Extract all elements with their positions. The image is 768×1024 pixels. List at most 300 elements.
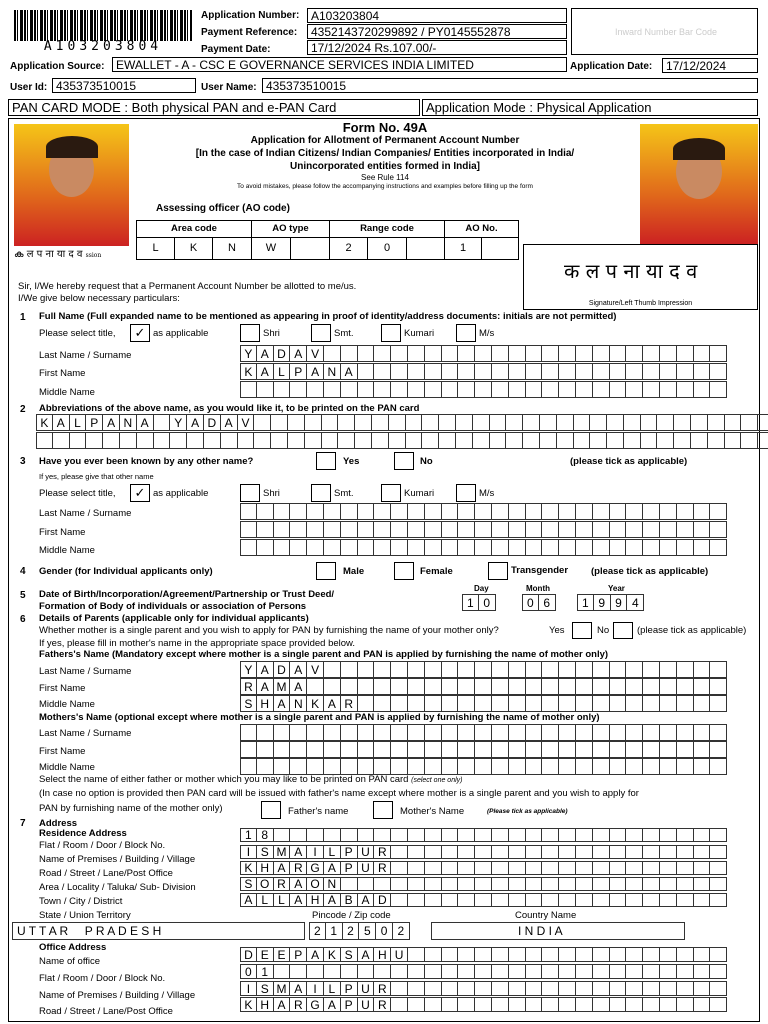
s3-shri-checkbox[interactable] xyxy=(240,484,260,502)
char-cell xyxy=(374,964,391,979)
s7-title: Address xyxy=(39,818,78,829)
char-cell xyxy=(710,861,727,875)
s1-select: Please select title, xyxy=(39,328,116,339)
char-cell xyxy=(254,414,271,431)
s1-smt-checkbox[interactable] xyxy=(311,324,331,342)
s6-yes: Yes xyxy=(549,625,565,636)
char-cell xyxy=(593,893,610,907)
s4-trans-checkbox[interactable] xyxy=(488,562,508,580)
char-cell xyxy=(240,521,257,538)
char-cell xyxy=(408,363,425,380)
char-cell xyxy=(257,724,274,741)
char-cell xyxy=(425,521,442,538)
s6-select xyxy=(39,774,462,785)
char-cell xyxy=(694,381,711,398)
ao-header-no: AO No. xyxy=(465,223,498,234)
char-cell xyxy=(475,539,492,556)
char-cell: 6 xyxy=(539,594,556,611)
s1-kumari-checkbox[interactable] xyxy=(381,324,401,342)
char-cell xyxy=(509,845,526,859)
char-cell xyxy=(271,432,288,449)
char-cell: K xyxy=(307,695,324,712)
char-cell xyxy=(391,877,408,891)
char-cell xyxy=(305,432,322,449)
s3-yes-checkbox[interactable] xyxy=(316,452,336,470)
char-cell: V xyxy=(307,345,324,362)
char-cell xyxy=(710,877,727,891)
char-cell xyxy=(324,539,341,556)
char-cell xyxy=(358,741,375,758)
char-cell xyxy=(257,381,274,398)
char-cell: 1 xyxy=(462,594,479,611)
char-cell xyxy=(610,758,627,775)
char-cell xyxy=(425,877,442,891)
char-cell xyxy=(324,758,341,775)
s3-title-check[interactable] xyxy=(130,484,150,502)
char-cell: A xyxy=(221,414,238,431)
char-cell xyxy=(576,695,593,712)
char-cell xyxy=(626,845,643,859)
char-cell xyxy=(610,893,627,907)
char-cell xyxy=(542,861,559,875)
char-cell xyxy=(610,345,627,362)
char-cell xyxy=(389,414,406,431)
char-cell xyxy=(374,828,391,842)
char-cell: O xyxy=(307,877,324,891)
char-cell xyxy=(526,381,543,398)
char-cell xyxy=(391,521,408,538)
char-cell xyxy=(408,981,425,996)
char-cell xyxy=(391,845,408,859)
char-cell xyxy=(542,539,559,556)
char-cell xyxy=(442,981,459,996)
char-cell xyxy=(458,964,475,979)
char-cell xyxy=(374,678,391,695)
char-cell xyxy=(274,758,291,775)
char-cell xyxy=(710,758,727,775)
char-cell: A xyxy=(324,893,341,907)
char-cell xyxy=(490,432,507,449)
char-cell xyxy=(408,877,425,891)
char-cell xyxy=(677,503,694,520)
char-cell xyxy=(408,828,425,842)
s3-ms-checkbox[interactable] xyxy=(456,484,476,502)
char-cell xyxy=(492,828,509,842)
char-cell xyxy=(442,741,459,758)
char-cell xyxy=(660,724,677,741)
char-cell xyxy=(559,381,576,398)
char-cell: Y xyxy=(240,661,257,678)
char-cell xyxy=(559,828,576,842)
char-cell xyxy=(425,964,442,979)
char-cell: 9 xyxy=(611,594,628,611)
s6-m-first-label: First Name xyxy=(39,746,86,757)
char-cell xyxy=(710,678,727,695)
char-cell xyxy=(458,724,475,741)
char-cell xyxy=(492,947,509,962)
char-cell xyxy=(187,432,204,449)
s6-case1: (In case no option is provided then PAN card will be issued with father's name except where mother is a single parent and you wish to apply for xyxy=(39,788,639,799)
check-icon: ✓ xyxy=(134,485,146,500)
photo-right xyxy=(640,124,758,244)
char-cell xyxy=(677,893,694,907)
char-cell: H xyxy=(257,997,274,1012)
s6-f-first-label: First Name xyxy=(39,683,86,694)
s1-title: Full Name (Full expanded name to be mentioned as appearing in proof of identity/address documents: initials are not permitted) xyxy=(39,311,617,322)
s6-mname: Mother's Name xyxy=(400,806,465,817)
inward-barcode-box xyxy=(571,8,758,55)
char-cell xyxy=(593,845,610,859)
char-cell xyxy=(660,981,677,996)
char-cell xyxy=(506,432,523,449)
char-cell xyxy=(660,877,677,891)
char-cell xyxy=(221,432,238,449)
char-cell xyxy=(442,539,459,556)
s6-no-checkbox[interactable] xyxy=(613,622,633,639)
s6-mother-checkbox[interactable] xyxy=(373,801,393,819)
char-cell xyxy=(626,695,643,712)
char-cell xyxy=(341,503,358,520)
char-cell xyxy=(576,861,593,875)
char-cell xyxy=(103,432,120,449)
char-cell: 5 xyxy=(359,922,376,940)
s6-select-text: Select the name of either father or mother which you may like to be printed on PAN card xyxy=(39,774,409,785)
char-cell: I xyxy=(307,981,324,996)
char-cell xyxy=(442,861,459,875)
char-cell xyxy=(694,877,711,891)
char-cell xyxy=(475,363,492,380)
char-cell xyxy=(593,363,610,380)
char-cell xyxy=(240,724,257,741)
s3-kumari: Kumari xyxy=(404,488,435,499)
char-cell xyxy=(422,432,439,449)
char-cell xyxy=(458,741,475,758)
char-cell xyxy=(288,414,305,431)
char-cell xyxy=(475,678,492,695)
form-rule: See Rule 114 xyxy=(361,173,409,182)
char-cell xyxy=(475,947,492,962)
char-cell: A xyxy=(307,363,324,380)
char-cell xyxy=(593,661,610,678)
char-cell xyxy=(458,861,475,875)
char-cell xyxy=(290,758,307,775)
s4-trans: Transgender xyxy=(511,565,569,576)
char-cell xyxy=(374,741,391,758)
char-cell: K xyxy=(240,363,257,380)
char-cell xyxy=(576,845,593,859)
char-cell: R xyxy=(374,981,391,996)
s3-no-checkbox[interactable] xyxy=(394,452,414,470)
char-cell xyxy=(509,861,526,875)
char-cell xyxy=(677,828,694,842)
char-cell xyxy=(694,861,711,875)
char-cell xyxy=(257,503,274,520)
char-cell: A xyxy=(290,893,307,907)
char-cell xyxy=(170,432,187,449)
char-cell xyxy=(559,345,576,362)
char-cell xyxy=(559,997,576,1012)
char-cell xyxy=(254,432,271,449)
s3-last-label: Last Name / Surname xyxy=(39,508,132,519)
char-cell xyxy=(492,964,509,979)
char-cell xyxy=(557,432,574,449)
char-cell xyxy=(492,845,509,859)
char-cell xyxy=(626,758,643,775)
s1-title-check[interactable] xyxy=(130,324,150,342)
char-cell xyxy=(643,947,660,962)
s1-first-label: First Name xyxy=(39,368,86,379)
char-cell xyxy=(593,345,610,362)
char-cell xyxy=(374,877,391,891)
char-cell xyxy=(509,828,526,842)
char-cell xyxy=(643,893,660,907)
s6-father-title: Fathers's Name (Mandatory except where mother is a single parent and PAN is applied by furnishing the name of mother only) xyxy=(39,649,609,660)
char-cell: L xyxy=(70,414,87,431)
char-cell xyxy=(324,503,341,520)
char-cell: G xyxy=(307,861,324,875)
char-cell: 1 xyxy=(577,594,594,611)
char-cell: E xyxy=(257,947,274,962)
char-cell xyxy=(324,724,341,741)
char-cell xyxy=(458,877,475,891)
char-cell: S xyxy=(240,695,257,712)
char-cell xyxy=(290,539,307,556)
s7-country-box[interactable] xyxy=(431,922,685,940)
char-cell xyxy=(406,432,423,449)
char-cell: S xyxy=(257,845,274,859)
char-cell xyxy=(475,981,492,996)
s1-num: 1 xyxy=(20,312,26,323)
s4-female-checkbox[interactable] xyxy=(394,562,414,580)
s1-ms-checkbox[interactable] xyxy=(456,324,476,342)
s6-yes-checkbox[interactable] xyxy=(572,622,592,639)
char-cell xyxy=(458,539,475,556)
char-cell xyxy=(341,964,358,979)
char-cell: N xyxy=(324,877,341,891)
char-cell xyxy=(542,893,559,907)
char-cell xyxy=(559,964,576,979)
char-cell: M xyxy=(274,845,291,859)
char-cell xyxy=(509,661,526,678)
char-cell xyxy=(660,861,677,875)
char-cell xyxy=(576,877,593,891)
char-cell xyxy=(391,997,408,1012)
char-cell xyxy=(290,828,307,842)
s6-select-only: (select one only) xyxy=(411,777,463,784)
s6-case2: PAN by furnishing name of the mother only) xyxy=(39,803,223,814)
char-cell xyxy=(660,947,677,962)
char-cell xyxy=(626,539,643,556)
char-cell xyxy=(506,414,523,431)
char-cell xyxy=(710,964,727,979)
s6-num: 6 xyxy=(20,614,26,625)
char-cell: Y xyxy=(240,345,257,362)
char-cell xyxy=(542,503,559,520)
char-cell xyxy=(458,381,475,398)
s3-middle-label: Middle Name xyxy=(39,545,95,556)
s3-kumari-checkbox[interactable] xyxy=(381,484,401,502)
char-cell xyxy=(526,877,543,891)
char-cell xyxy=(442,947,459,962)
char-cell xyxy=(660,345,677,362)
app-date-label: Application Date: xyxy=(570,61,653,72)
s6-father-checkbox[interactable] xyxy=(261,801,281,819)
s6-m-middle-label: Middle Name xyxy=(39,762,95,773)
photo-left xyxy=(14,124,129,246)
char-cell xyxy=(408,539,425,556)
char-cell xyxy=(408,503,425,520)
char-cell xyxy=(475,661,492,678)
char-cell xyxy=(590,432,607,449)
char-cell xyxy=(307,828,324,842)
char-cell xyxy=(458,758,475,775)
char-cell xyxy=(559,861,576,875)
char-cell xyxy=(492,345,509,362)
char-cell xyxy=(643,678,660,695)
app-mode: Application Mode : Physical Application xyxy=(422,99,758,116)
s3-smt-checkbox[interactable] xyxy=(311,484,331,502)
char-cell xyxy=(526,861,543,875)
char-cell xyxy=(643,845,660,859)
s5-title1: Date of Birth/Incorporation/Agreement/Partnership or Trust Deed/ xyxy=(39,589,335,600)
char-cell: R xyxy=(374,997,391,1012)
signature-label: Signature/Left Thumb Impression xyxy=(588,300,693,307)
char-cell: A xyxy=(103,414,120,431)
char-cell xyxy=(408,997,425,1012)
char-cell xyxy=(559,503,576,520)
char-cell xyxy=(576,521,593,538)
char-cell xyxy=(442,964,459,979)
char-cell xyxy=(341,724,358,741)
char-cell xyxy=(322,432,339,449)
char-cell xyxy=(523,414,540,431)
char-cell: A xyxy=(53,414,70,431)
char-cell xyxy=(593,877,610,891)
char-cell xyxy=(355,432,372,449)
char-cell xyxy=(677,845,694,859)
char-cell xyxy=(274,724,291,741)
char-cell xyxy=(391,695,408,712)
char-cell xyxy=(542,363,559,380)
ao-cell: K xyxy=(175,238,213,259)
char-cell xyxy=(593,997,610,1012)
char-cell xyxy=(643,539,660,556)
char-cell xyxy=(657,414,674,431)
char-cell xyxy=(372,432,389,449)
char-cell xyxy=(442,758,459,775)
char-cell xyxy=(307,741,324,758)
ao-header-area: Area code xyxy=(137,221,252,237)
char-cell xyxy=(657,432,674,449)
char-cell xyxy=(576,539,593,556)
char-cell xyxy=(425,678,442,695)
s4-tick: (please tick as applicable) xyxy=(591,566,709,577)
char-cell: D xyxy=(204,414,221,431)
char-cell: A xyxy=(257,345,274,362)
char-cell xyxy=(425,695,442,712)
char-cell xyxy=(324,521,341,538)
char-cell xyxy=(509,503,526,520)
char-cell xyxy=(526,964,543,979)
char-cell xyxy=(458,997,475,1012)
char-cell xyxy=(475,521,492,538)
char-cell xyxy=(425,503,442,520)
char-cell xyxy=(290,521,307,538)
s3-ifyes: If yes, please give that other name xyxy=(39,472,154,481)
char-cell xyxy=(643,503,660,520)
char-cell xyxy=(358,695,375,712)
char-cell: A xyxy=(274,997,291,1012)
char-cell xyxy=(324,381,341,398)
char-cell xyxy=(593,695,610,712)
ao-header-range: Range code xyxy=(330,221,445,237)
char-cell xyxy=(593,964,610,979)
char-cell: A xyxy=(358,947,375,962)
char-cell xyxy=(70,432,87,449)
char-cell xyxy=(741,432,758,449)
char-cell: A xyxy=(290,877,307,891)
char-cell xyxy=(408,741,425,758)
char-cell xyxy=(271,414,288,431)
char-cell xyxy=(442,661,459,678)
s3-applicable: as applicable xyxy=(153,488,209,499)
char-cell xyxy=(542,845,559,859)
intro2: I/We give below necessary particulars: xyxy=(18,293,180,304)
char-cell xyxy=(307,964,324,979)
s1-shri-checkbox[interactable] xyxy=(240,324,260,342)
char-cell xyxy=(660,741,677,758)
char-cell xyxy=(542,724,559,741)
char-cell xyxy=(559,521,576,538)
char-cell xyxy=(425,539,442,556)
s6-f-last-label: Last Name / Surname xyxy=(39,666,132,677)
char-cell xyxy=(408,521,425,538)
char-cell xyxy=(492,997,509,1012)
char-cell: P xyxy=(86,414,103,431)
char-cell xyxy=(694,893,711,907)
char-cell: P xyxy=(341,861,358,875)
s7-area-label: Area / Locality / Taluka/ Sub- Division xyxy=(39,882,196,893)
char-cell xyxy=(425,947,442,962)
char-cell xyxy=(492,758,509,775)
s7-num: 7 xyxy=(20,818,26,829)
s4-female: Female xyxy=(420,566,453,577)
char-cell xyxy=(694,539,711,556)
char-cell xyxy=(610,678,627,695)
ao-cell: 0 xyxy=(368,238,407,259)
ao-cell xyxy=(482,238,518,259)
char-cell xyxy=(576,503,593,520)
char-cell xyxy=(576,981,593,996)
char-cell xyxy=(643,521,660,538)
char-cell xyxy=(710,741,727,758)
ao-header-type: AO type xyxy=(252,221,330,237)
char-cell xyxy=(374,661,391,678)
char-cell xyxy=(526,521,543,538)
char-cell xyxy=(626,964,643,979)
char-cell xyxy=(593,947,610,962)
s7-state-box[interactable] xyxy=(12,922,305,940)
s4-male-checkbox[interactable] xyxy=(316,562,336,580)
char-cell xyxy=(442,893,459,907)
char-cell xyxy=(358,503,375,520)
char-cell xyxy=(710,893,727,907)
char-cell xyxy=(710,981,727,996)
char-cell xyxy=(576,947,593,962)
char-cell xyxy=(710,503,727,520)
char-cell xyxy=(576,828,593,842)
char-cell xyxy=(458,503,475,520)
